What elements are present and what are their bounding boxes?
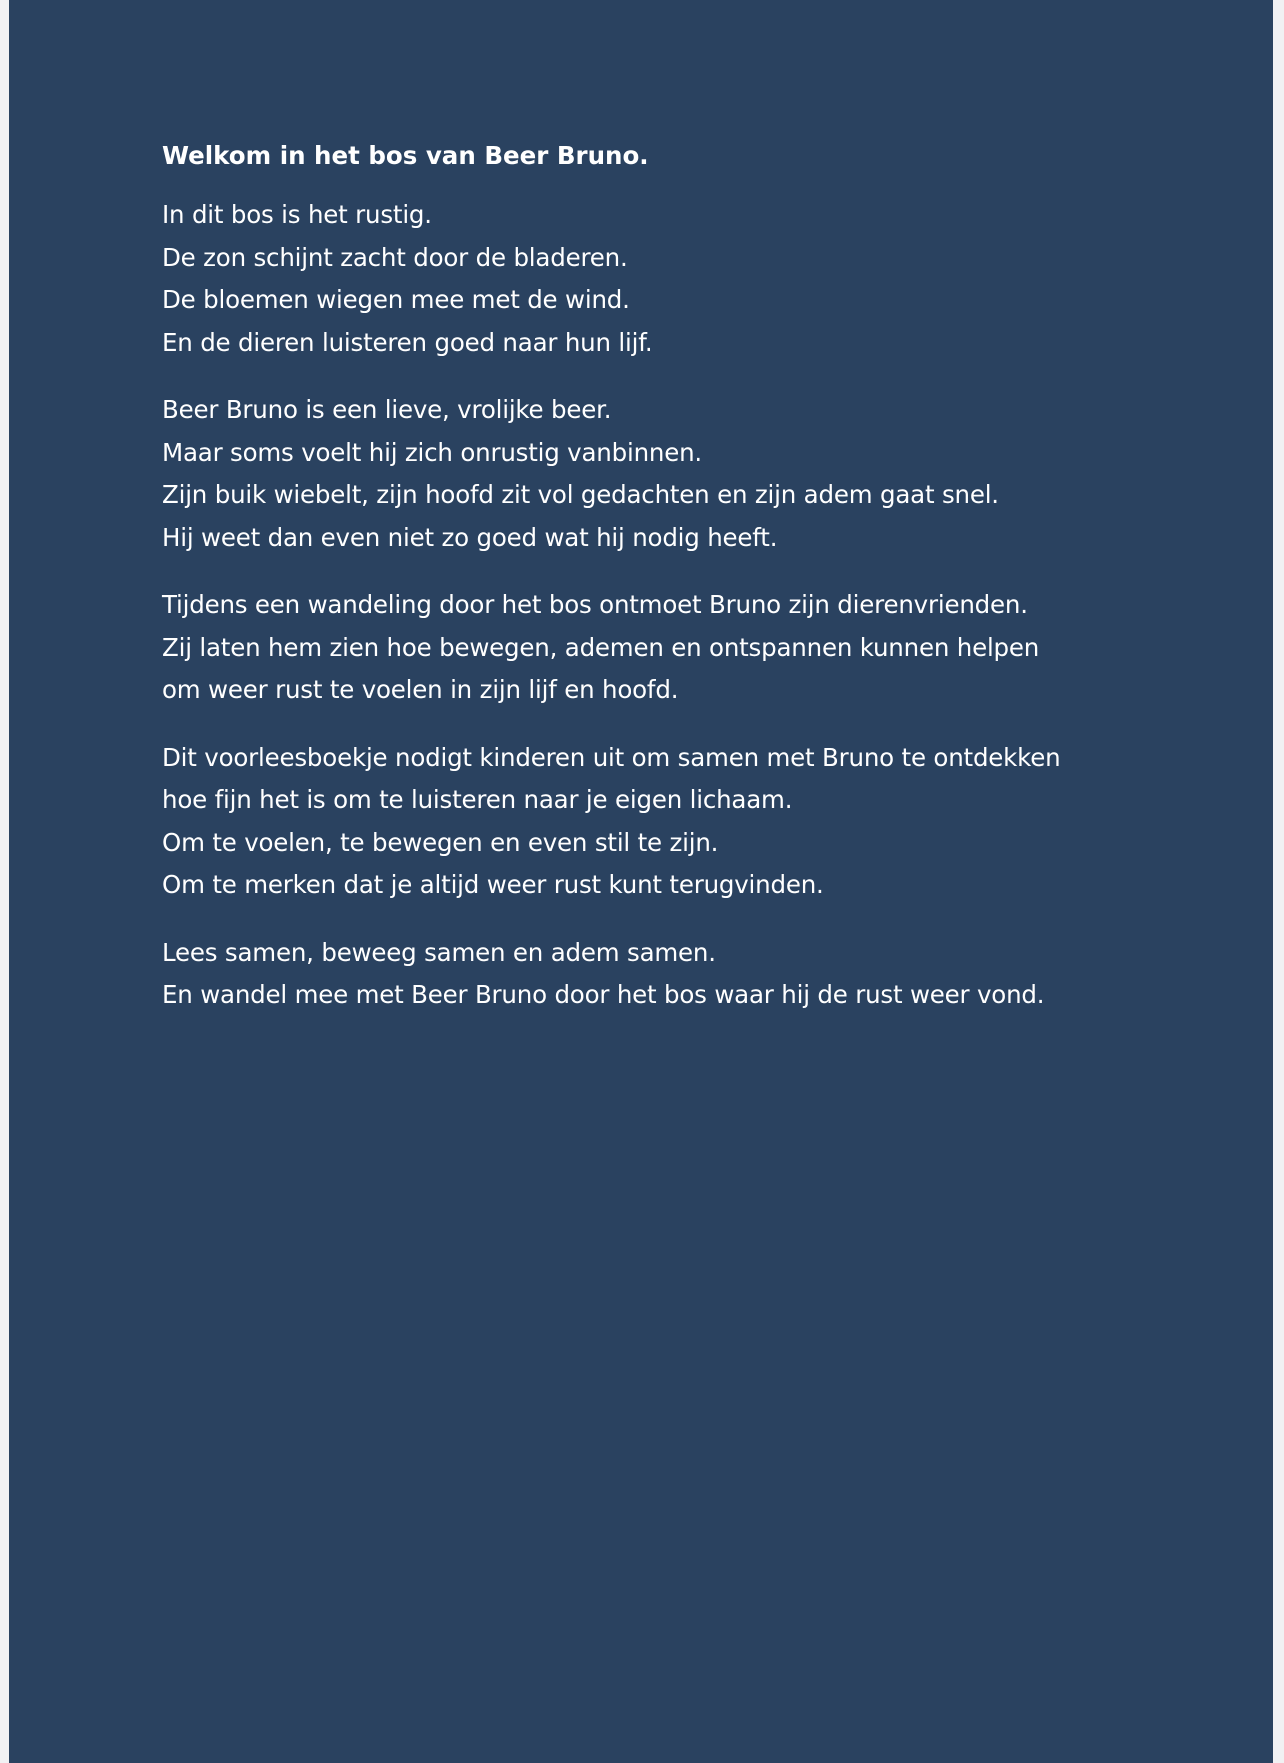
text-line: En de dieren luisteren goed naar hun lijf. [162, 327, 653, 357]
text-line: Zij laten hem zien hoe bewegen, ademen en ontspannen kunnen helpen [162, 632, 1040, 662]
text-line: De zon schijnt zacht door de bladeren. [162, 242, 628, 272]
text-line: Zijn buik wiebelt, zijn hoofd zit vol gedachten en zijn adem gaat snel. [162, 480, 999, 509]
paragraph-5 [162, 932, 1202, 1017]
text-line: Lees samen, beweeg samen en adem samen. [162, 937, 716, 967]
text-line: In dit bos is het rustig. [162, 200, 432, 229]
paragraph-2 [162, 389, 1202, 559]
paragraph-1 [162, 194, 1202, 364]
text-line: Om te voelen, te bewegen en even stil te zijn. [162, 827, 719, 857]
text-line: Tijdens een wandeling door het bos ontmoet Bruno zijn dierenvrienden. [162, 590, 1028, 619]
paragraph-4 [162, 737, 1202, 907]
text-line: De bloemen wiegen mee met de wind. [162, 285, 630, 314]
text-line: Om te merken dat je altijd weer rust kunt terugvinden. [162, 870, 824, 899]
text-line: Hij weet dan even niet zo goed wat hij nodig heeft. [162, 522, 778, 552]
text-line: Maar soms voelt hij zich onrustig vanbinnen. [162, 437, 703, 467]
text-line: Beer Bruno is een lieve, vrolijke beer. [162, 395, 612, 424]
text-line: om weer rust te voelen in zijn lijf en hoofd. [162, 675, 679, 704]
text-line: En wandel mee met Beer Bruno door het bos waar hij de rust weer vond. [162, 980, 1045, 1009]
paragraph-3 [162, 584, 1202, 712]
document-page [9, 0, 1273, 1763]
text-line: hoe fijn het is om te luisteren naar je eigen lichaam. [162, 785, 793, 814]
page-title: Welkom in het bos van Beer Bruno. [162, 141, 649, 170]
text-line: Dit voorleesboekje nodigt kinderen uit om samen met Bruno te ontdekken [162, 742, 1061, 772]
page-content [162, 138, 1202, 1042]
